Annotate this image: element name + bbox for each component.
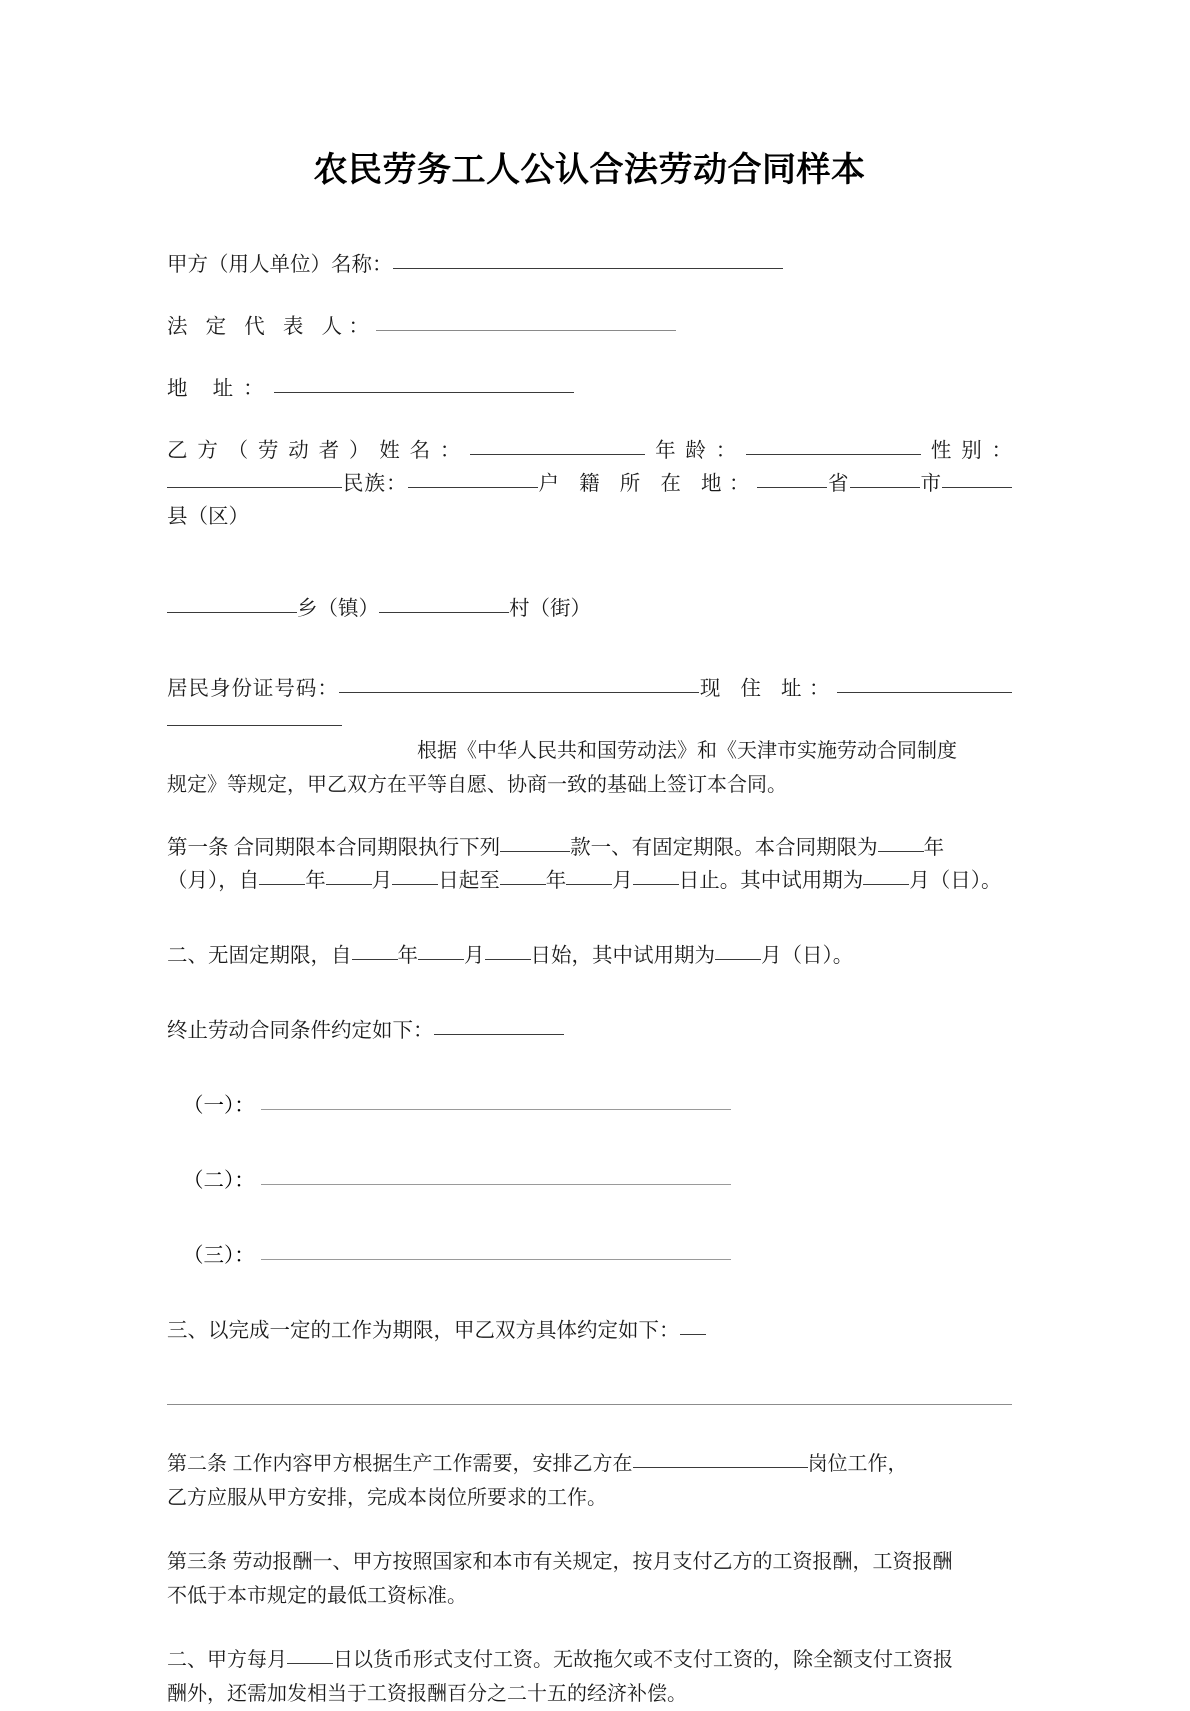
spacer-before-clause-three (167, 1273, 1012, 1315)
clause-two-day-fill[interactable] (485, 944, 531, 960)
termination-item-1-fill[interactable] (261, 1096, 731, 1110)
article-one-line2-a: （月），自 (167, 869, 260, 892)
party-b-age-label: 年龄： (645, 439, 747, 462)
article-three-text-1: 第三条 劳动报酬一、甲方按照国家和本市有关规定，按月支付乙方的工资报酬，工资报酬 (167, 1550, 953, 1573)
clause-two-year-fill[interactable] (352, 944, 398, 960)
article-one-section (167, 832, 1012, 898)
clause-two-line (167, 940, 1012, 973)
article-three-section (167, 1545, 1012, 1711)
article-two-text-a: 第二条 工作内容甲方根据生产工作需要，安排乙方在 (167, 1452, 633, 1475)
article-two-section (167, 1447, 1012, 1515)
clause-two-probation-fill[interactable] (715, 944, 761, 960)
spacer-before-long-rule (167, 1348, 1012, 1404)
party-b-id-row (167, 673, 1012, 739)
clause-three-fill[interactable] (680, 1319, 706, 1335)
termination-item-3 (183, 1240, 1012, 1273)
party-b-township-row (167, 593, 1012, 626)
party-a-name-row (167, 249, 1012, 282)
article-three-clause-two-a: 二、甲方每月 (167, 1648, 287, 1671)
party-b-current-address-fill[interactable] (837, 677, 1012, 693)
party-a-legal-rep-label: 法 定 代 表 人： (167, 315, 376, 338)
party-b-province-label: 省 (827, 472, 850, 495)
clause-two-text-c: 月 (464, 944, 485, 967)
article-three-clause-two-c: 酬外，还需加发相当于工资报酬百分之二十五的经济补偿。 (167, 1682, 687, 1705)
spacer-termination-3 (167, 1198, 1012, 1240)
party-a-section (167, 249, 1012, 406)
preamble-text-b: 规定》等规定，甲乙双方在平等自愿、协商一致的基础上签订本合同。 (167, 773, 787, 796)
article-three-payday-fill[interactable] (287, 1648, 333, 1664)
party-a-address-fill[interactable] (274, 377, 574, 393)
clause-three-text: 三、以完成一定的工作为期限，甲乙双方具体约定如下： (167, 1319, 680, 1342)
party-a-legal-rep-fill[interactable] (376, 315, 676, 331)
article-one-line-1 (167, 832, 1012, 865)
article-one-text-b: 款一、有固定期限。本合同期限为 (570, 836, 878, 859)
party-b-current-address-fill-2[interactable] (167, 710, 342, 726)
party-b-county-label: 县 (167, 505, 188, 528)
article-two-line-2 (167, 1481, 1012, 1515)
title-spacer (167, 193, 1012, 249)
clause-three-section (167, 1315, 1012, 1348)
article-one-line2-c: 月 (371, 869, 393, 892)
spacer-after-long-rule (167, 1405, 1012, 1447)
clause-two-text-e: 月（日）。 (761, 944, 854, 967)
article-three-text-2: 不低于本市规定的最低工资标准。 (167, 1584, 467, 1607)
article-one-line2-f: 月 (612, 869, 633, 892)
spacer-article-three-clause-two (167, 1613, 1012, 1643)
article-one-line2-d: 日起至 (438, 869, 500, 892)
party-b-gender-fill[interactable] (167, 472, 342, 488)
spacer-termination-2 (167, 1123, 1012, 1165)
party-b-city-label: 市 (919, 472, 942, 495)
party-b-name-fill[interactable] (470, 439, 645, 455)
party-b-ethnicity-label: 民族： (342, 472, 408, 495)
party-b-household-label: 户 籍 所 在 地： (537, 472, 757, 495)
party-b-current-address-label: 现 住 址： (698, 677, 838, 700)
article-one-line2-h: 月（日）。 (909, 869, 1002, 892)
article-one-clause-fill[interactable] (500, 836, 570, 852)
article-one-text-c: 年 (923, 836, 945, 859)
spacer-before-article-one (167, 802, 1012, 832)
article-two-line-1 (167, 1447, 1012, 1481)
party-b-section (167, 435, 1012, 739)
page-title: 农民劳务工人公认合法劳动合同样本 (313, 152, 866, 189)
termination-item-1 (183, 1090, 1012, 1123)
party-b-age-fill[interactable] (746, 439, 921, 455)
clause-two-text-d: 日始，其中试用期为 (530, 944, 715, 967)
termination-heading-fill[interactable] (434, 1019, 564, 1035)
clause-two-section (167, 940, 1012, 973)
preamble-text-a: 根据《中华人民共和国劳动法》和《天津市实施劳动合同制度 (417, 739, 957, 762)
article-two-post-fill[interactable] (633, 1452, 808, 1468)
document-content (167, 0, 1012, 1711)
article-three-clause-two-b: 日以货币形式支付工资。无故拖欠或不支付工资的，除全额支付工资报 (333, 1648, 953, 1671)
party-b-village-label: 村（街） (509, 597, 591, 620)
termination-item-2 (183, 1165, 1012, 1198)
termination-item-3-fill[interactable] (261, 1246, 731, 1260)
article-three-clause-two-line-1 (167, 1643, 1012, 1677)
clause-two-text-b: 年 (397, 944, 418, 967)
article-two-text-b: 岗位工作， (807, 1452, 908, 1475)
party-b-city-fill[interactable] (850, 472, 920, 488)
party-a-name-fill[interactable] (393, 253, 783, 269)
termination-item-3-label: （三）： (183, 1244, 255, 1267)
party-a-name-label: 甲方（用人单位）名称： (167, 253, 393, 276)
party-b-identity-row (167, 435, 1012, 534)
article-one-text-a: 第一条 合同期限本合同期限执行下列 (167, 836, 501, 859)
termination-item-2-fill[interactable] (261, 1171, 731, 1185)
party-a-address-row (167, 373, 1012, 406)
termination-item-2-label: （二）： (183, 1169, 255, 1192)
party-b-county-fill[interactable] (942, 472, 1012, 488)
clause-two-month-fill[interactable] (418, 944, 464, 960)
spacer-before-article-three (167, 1515, 1012, 1545)
article-one-end-month-fill[interactable] (566, 869, 612, 885)
party-b-gender-label: 性别： (921, 439, 1013, 462)
clause-three-line (167, 1315, 1012, 1348)
article-two-line2-text: 乙方应服从甲方安排，完成本岗位所要求的工作。 (167, 1486, 607, 1509)
article-one-line2-g: 日止。其中试用期为 (678, 869, 864, 892)
party-b-ethnicity-fill[interactable] (408, 472, 538, 488)
termination-heading: 终止劳动合同条件约定如下： (167, 1019, 434, 1042)
party-b-id-fill[interactable] (339, 677, 699, 693)
article-three-clause-two-line-2 (167, 1677, 1012, 1711)
spacer-before-clause-two (167, 898, 1012, 940)
article-three-line-1 (167, 1545, 1012, 1579)
spacer-after-township (167, 655, 1012, 673)
party-b-village-fill[interactable] (379, 597, 509, 613)
party-b-district-label: （区） (187, 505, 249, 528)
party-b-township-label: 乡（镇） (297, 597, 379, 620)
article-one-years-fill[interactable] (878, 836, 924, 852)
party-b-province-fill[interactable] (757, 472, 827, 488)
termination-item-1-label: （一）： (183, 1094, 255, 1117)
spacer-after-identity (167, 563, 1012, 593)
article-one-probation-fill[interactable] (863, 869, 909, 885)
party-b-township-fill[interactable] (167, 597, 297, 613)
party-a-legal-rep-row (167, 311, 1012, 344)
article-one-start-year-fill[interactable] (259, 869, 305, 885)
clause-two-text-a: 二、无固定期限，自 (167, 944, 352, 967)
article-one-line2-e: 年 (545, 869, 567, 892)
article-one-end-day-fill[interactable] (633, 869, 679, 885)
article-one-line-2 (167, 865, 1012, 898)
preamble-section (167, 734, 1012, 802)
spacer-before-termination (167, 973, 1012, 1015)
article-one-line2-b: 年 (305, 869, 326, 892)
termination-heading-row (167, 1015, 1012, 1048)
preamble-line-2 (167, 768, 1012, 802)
party-b-name-label: 乙方（劳动者）姓名： (167, 439, 471, 462)
article-three-line-2 (167, 1579, 1012, 1613)
spacer-termination-1 (167, 1048, 1012, 1090)
article-one-start-day-fill[interactable] (392, 869, 438, 885)
party-b-id-label: 居民身份证号码： (167, 677, 339, 700)
article-one-end-year-fill[interactable] (500, 869, 546, 885)
termination-section (167, 1015, 1012, 1273)
preamble-line-1 (167, 734, 1012, 768)
party-a-address-label: 地 址： (167, 377, 274, 400)
article-one-start-month-fill[interactable] (326, 869, 372, 885)
